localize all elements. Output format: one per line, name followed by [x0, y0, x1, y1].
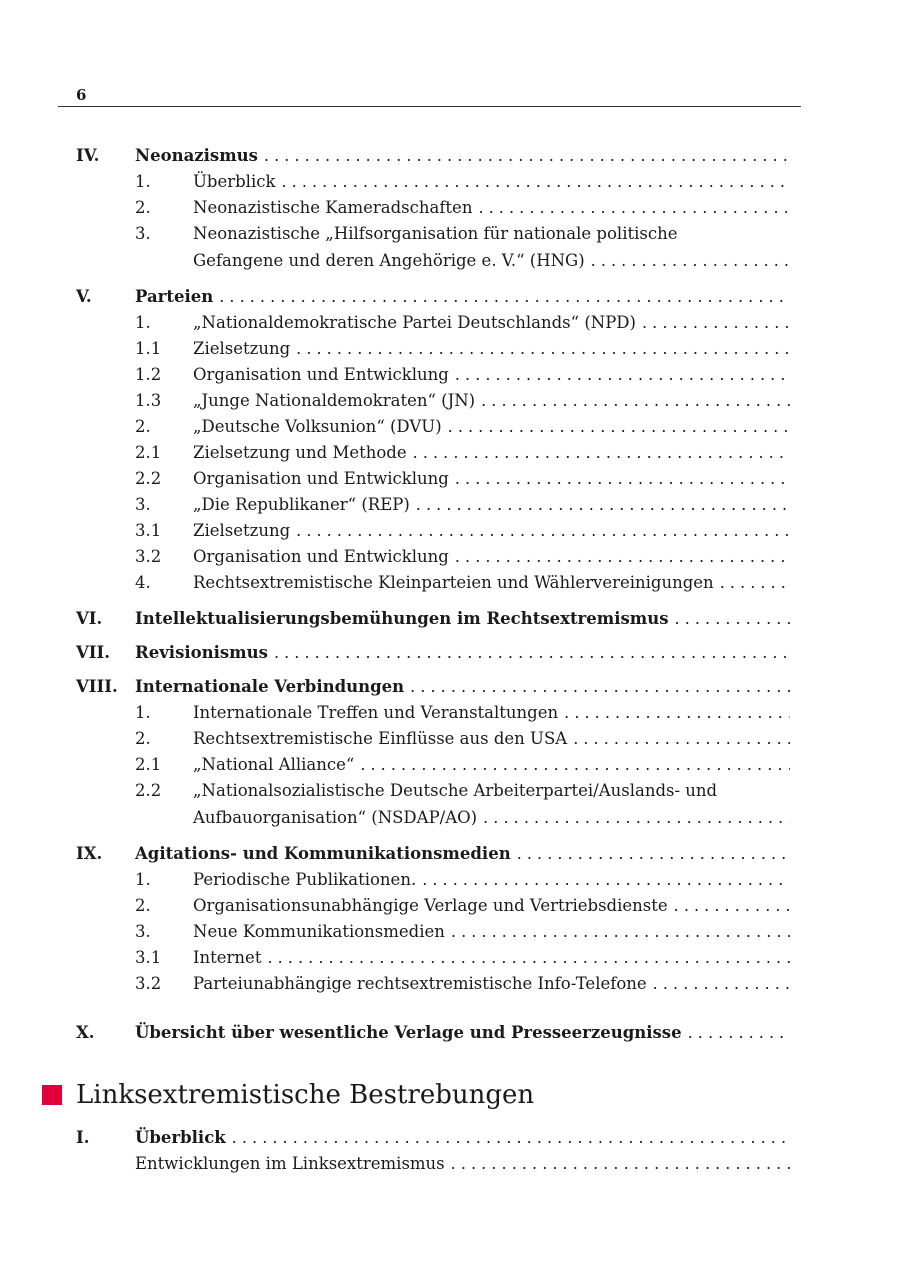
- toc-entry[interactable]: [76, 336, 790, 362]
- dot-leader: [483, 804, 790, 832]
- dot-leader: [517, 840, 790, 867]
- dot-leader: [296, 336, 790, 362]
- dot-leader: [478, 195, 790, 221]
- dot-leader: [455, 466, 790, 492]
- toc-entry-title: Neonazismus: [135, 146, 258, 165]
- toc-entry-number: 2.: [135, 198, 151, 217]
- toc-entry-title: Internationale Verbindungen: [135, 677, 405, 696]
- toc-entry-number: 3.2: [135, 974, 162, 993]
- table-of-contents: [76, 142, 790, 1046]
- dot-leader: [274, 639, 790, 666]
- toc-entry[interactable]: [76, 639, 790, 666]
- toc-entry-number: 1.3: [135, 391, 162, 410]
- toc-entry[interactable]: [76, 867, 790, 893]
- dot-leader: [573, 726, 790, 752]
- toc-entry-number: 1.: [135, 172, 151, 191]
- toc-entry[interactable]: [76, 1151, 790, 1177]
- toc-entry-number: 4.: [135, 573, 151, 592]
- dot-leader: [674, 893, 790, 919]
- toc-entry-title: Aufbauorganisation“ (NSDAP/AO): [193, 808, 478, 827]
- toc-entry[interactable]: [76, 804, 790, 832]
- toc-entry-number: IV.: [76, 146, 100, 165]
- toc-entry[interactable]: [76, 414, 790, 440]
- toc-entry[interactable]: [76, 840, 790, 867]
- toc-entry-title: Organisation und Entwicklung: [193, 365, 449, 384]
- toc-entry[interactable]: [76, 605, 790, 632]
- toc-entry-title: Rechtsextremistische Kleinparteien und Wählervereinigungen: [193, 573, 714, 592]
- toc-entry-title: Rechtsextremistische Einflüsse aus den USA: [193, 729, 568, 748]
- toc-entry-title: „National Alliance“: [193, 755, 355, 774]
- dot-leader: [675, 605, 790, 632]
- toc-entry-title: Zielsetzung: [193, 521, 291, 540]
- toc-entry-title: Periodische Publikationen.: [193, 870, 417, 889]
- toc-entry-number: 2.: [135, 729, 151, 748]
- toc-entry-number: 3.1: [135, 521, 162, 540]
- toc-entry[interactable]: [76, 169, 790, 195]
- toc-entry[interactable]: [76, 945, 790, 971]
- toc-entry-title: Gefangene und deren Angehörige e. V.“ (HNG): [193, 251, 585, 270]
- table-of-contents-continued: [76, 1124, 790, 1177]
- toc-entry[interactable]: [76, 570, 790, 596]
- toc-entry[interactable]: [76, 1124, 790, 1151]
- toc-entry-number: 2.2: [135, 781, 162, 800]
- dot-leader: [410, 673, 790, 700]
- toc-entry-title: Organisation und Entwicklung: [193, 547, 449, 566]
- toc-entry-title: Intellektualisierungsbemühungen im Rechtsextremismus: [135, 609, 669, 628]
- toc-entry-number: 1.: [135, 870, 151, 889]
- dot-leader: [281, 169, 790, 195]
- toc-entry-title: Internet: [193, 948, 262, 967]
- toc-entry-number: 2.: [135, 417, 151, 436]
- toc-entry-number: 3.: [135, 224, 151, 243]
- toc-entry[interactable]: [76, 971, 790, 997]
- toc-entry-number: 2.2: [135, 469, 162, 488]
- dot-leader: [296, 518, 790, 544]
- dot-leader: [451, 919, 790, 945]
- toc-entry-number: VI.: [76, 609, 103, 628]
- toc-entry-title: Zielsetzung und Methode: [193, 443, 407, 462]
- toc-entry[interactable]: [76, 362, 790, 388]
- dot-leader: [264, 142, 790, 169]
- toc-entry-title: Parteiunabhängige rechtsextremistische Info-Telefone: [193, 974, 647, 993]
- toc-entry[interactable]: [76, 518, 790, 544]
- toc-entry-title: Zielsetzung: [193, 339, 291, 358]
- toc-entry-number: 2.: [135, 896, 151, 915]
- toc-entry[interactable]: [76, 142, 790, 169]
- toc-entry[interactable]: [76, 247, 790, 275]
- toc-entry[interactable]: [76, 221, 790, 247]
- dot-leader: [642, 310, 790, 336]
- toc-entry-title: „Die Republikaner“ (REP): [193, 495, 410, 514]
- toc-entry-title: Übersicht über wesentliche Verlage und Presseerzeugnisse: [135, 1023, 682, 1042]
- dot-leader: [448, 414, 790, 440]
- dot-leader: [653, 971, 790, 997]
- toc-entry[interactable]: [76, 492, 790, 518]
- toc-entry-title: „Deutsche Volksunion“ (DVU): [193, 417, 442, 436]
- dot-leader: [688, 1019, 790, 1046]
- toc-entry-number: 1.1: [135, 339, 162, 358]
- dot-leader: [455, 362, 790, 388]
- toc-entry-number: 2.1: [135, 755, 162, 774]
- toc-entry-number: 2.1: [135, 443, 162, 462]
- dot-leader: [360, 752, 790, 778]
- toc-entry-number: VII.: [76, 643, 110, 662]
- toc-entry-title: Neonazistische Kameradschaften: [193, 198, 473, 217]
- red-square-marker: [42, 1085, 62, 1105]
- toc-entry[interactable]: [76, 700, 790, 726]
- dot-leader: [416, 492, 790, 518]
- toc-entry-title: „Nationaldemokratische Partei Deutschlands“ (NPD): [193, 313, 636, 332]
- toc-entry-number: X.: [76, 1023, 95, 1042]
- toc-entry[interactable]: [76, 440, 790, 466]
- toc-entry-title: Neonazistische „Hilfsorganisation für nationale politische: [193, 224, 678, 243]
- toc-entry-title: „Junge Nationaldemokraten“ (JN): [193, 391, 476, 410]
- toc-entry-number: 3.2: [135, 547, 162, 566]
- dot-leader: [422, 867, 790, 893]
- toc-entry-title: Entwicklungen im Linksextremismus: [135, 1154, 445, 1173]
- toc-entry-number: I.: [76, 1128, 90, 1147]
- toc-entry-number: VIII.: [76, 677, 118, 696]
- section-title: Linksextremistische Bestrebungen: [76, 1080, 535, 1110]
- toc-entry-number: 1.: [135, 703, 151, 722]
- toc-entry[interactable]: [76, 310, 790, 336]
- toc-entry-number: V.: [76, 287, 92, 306]
- toc-entry[interactable]: [76, 1019, 790, 1046]
- toc-entry-title: Revisionismus: [135, 643, 268, 662]
- toc-entry[interactable]: [76, 195, 790, 221]
- dot-leader: [720, 570, 790, 596]
- toc-entry-number: 3.1: [135, 948, 162, 967]
- toc-entry[interactable]: [76, 919, 790, 945]
- toc-entry-title: Agitations- und Kommunikationsmedien: [135, 844, 511, 863]
- dot-leader: [451, 1151, 790, 1177]
- toc-entry[interactable]: [76, 752, 790, 778]
- dot-leader: [232, 1124, 790, 1151]
- page-number: 6: [76, 86, 87, 104]
- dot-leader: [591, 247, 790, 275]
- toc-entry[interactable]: [76, 673, 790, 700]
- dot-leader: [219, 283, 790, 310]
- toc-entry-title: „Nationalsozialistische Deutsche Arbeiterpartei/Auslands- und: [193, 781, 718, 800]
- toc-entry-number: 1.2: [135, 365, 162, 384]
- toc-entry-title: Neue Kommunikationsmedien: [193, 922, 445, 941]
- toc-entry-number: 3.: [135, 922, 151, 941]
- dot-leader: [413, 440, 790, 466]
- toc-entry[interactable]: [76, 778, 790, 804]
- dot-leader: [481, 388, 790, 414]
- dot-leader: [455, 544, 790, 570]
- header-rule: [58, 106, 801, 107]
- toc-entry-title: Parteien: [135, 287, 214, 306]
- toc-entry-title: Internationale Treffen und Veranstaltungen: [193, 703, 559, 722]
- dot-leader: [267, 945, 790, 971]
- toc-entry-title: Überblick: [135, 1128, 226, 1147]
- toc-entry[interactable]: [76, 283, 790, 310]
- toc-entry-number: IX.: [76, 844, 103, 863]
- toc-entry[interactable]: [76, 893, 790, 919]
- toc-entry-title: Organisationsunabhängige Verlage und Vertriebsdienste: [193, 896, 668, 915]
- section-heading: [42, 1080, 534, 1110]
- dot-leader: [564, 700, 790, 726]
- toc-entry[interactable]: [76, 544, 790, 570]
- toc-entry-number: 1.: [135, 313, 151, 332]
- toc-entry[interactable]: [76, 388, 790, 414]
- toc-entry[interactable]: [76, 726, 790, 752]
- toc-entry-title: Organisation und Entwicklung: [193, 469, 449, 488]
- toc-entry-title: Überblick: [193, 172, 276, 191]
- toc-entry-number: 3.: [135, 495, 151, 514]
- toc-entry[interactable]: [76, 466, 790, 492]
